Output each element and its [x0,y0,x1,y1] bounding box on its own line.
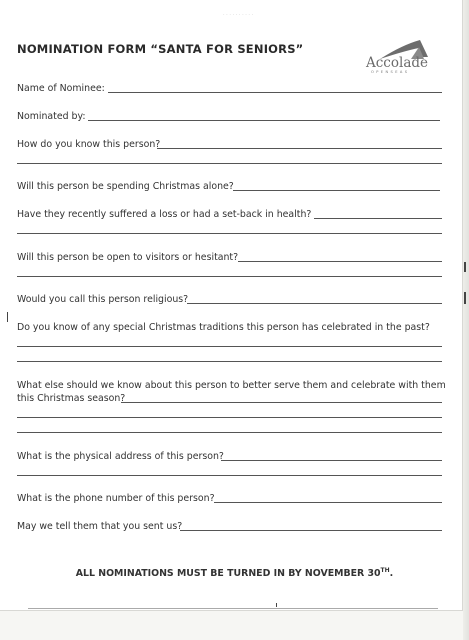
logo-wordmark: Accolade [366,55,428,71]
answer-line-loss-or-setback[interactable] [314,218,442,219]
question-christmas-traditions: Do you know of any special Christmas traditions this person has celebrated in the past? [17,322,430,333]
deadline-notice [0,567,469,579]
margin-mark-bottom [276,603,277,607]
answer-line-what-else-2[interactable] [17,417,442,418]
scan-edge [463,0,469,640]
question-how-know: How do you know this person? [17,139,161,150]
answer-line-phone-number[interactable] [214,502,442,503]
answer-line-physical-address-2[interactable] [17,475,442,476]
deadline-text: ALL NOMINATIONS MUST BE TURNED IN BY NOVEMBER 30 [75,568,381,580]
answer-line-traditions-2[interactable] [17,361,442,362]
question-what-else-line2: this Christmas season? [17,393,126,404]
answer-line-how-know[interactable] [157,148,442,149]
answer-line-name-of-nominee[interactable] [108,92,442,93]
answer-line-religious[interactable] [187,303,442,304]
margin-mark-left [7,312,8,322]
answer-line-how-know-2[interactable] [17,163,442,164]
question-what-else-line1: What else should we know about this person to better serve them and celebrate with them [17,380,446,391]
accolade-logo [362,39,438,75]
answer-line-nominated-by[interactable] [88,120,440,121]
question-name-of-nominee: Name of Nominee: [17,83,105,94]
margin-mark-right-1 [464,262,466,272]
question-christmas-alone: Will this person be spending Christmas alone? [17,181,234,192]
question-tell-them: May we tell them that you sent us? [17,521,183,532]
question-nominated-by: Nominated by: [17,111,86,122]
answer-line-loss-or-setback-2[interactable] [17,233,442,234]
question-physical-address: What is the physical address of this person? [17,451,224,462]
margin-mark-right-2 [464,292,466,304]
question-open-to-visitors: Will this person be open to visitors or hesitant? [17,252,239,263]
answer-line-open-to-visitors-2[interactable] [17,276,442,277]
question-loss-or-setback: Have they recently suffered a loss or had a set-back in health? [17,209,312,220]
answer-line-christmas-alone[interactable] [233,190,440,191]
deadline-superscript: TH [380,567,390,574]
answer-line-what-else-1[interactable] [121,402,442,403]
form-title: NOMINATION FORM “SANTA FOR SENIORS” [17,42,304,56]
answer-line-what-else-3[interactable] [17,432,442,433]
answer-line-open-to-visitors[interactable] [238,261,442,262]
answer-line-traditions-1[interactable] [17,346,442,347]
answer-line-physical-address[interactable] [221,460,442,461]
question-religious: Would you call this person religious? [17,294,189,305]
faint-header-mark: · · · · · · · · · · [223,12,254,18]
logo-subtitle: OPENSEAS [371,70,410,74]
question-phone-number: What is the phone number of this person? [17,493,215,504]
answer-line-tell-them[interactable] [180,530,442,531]
deadline-period: . [389,568,394,580]
bottom-rule [28,608,438,609]
